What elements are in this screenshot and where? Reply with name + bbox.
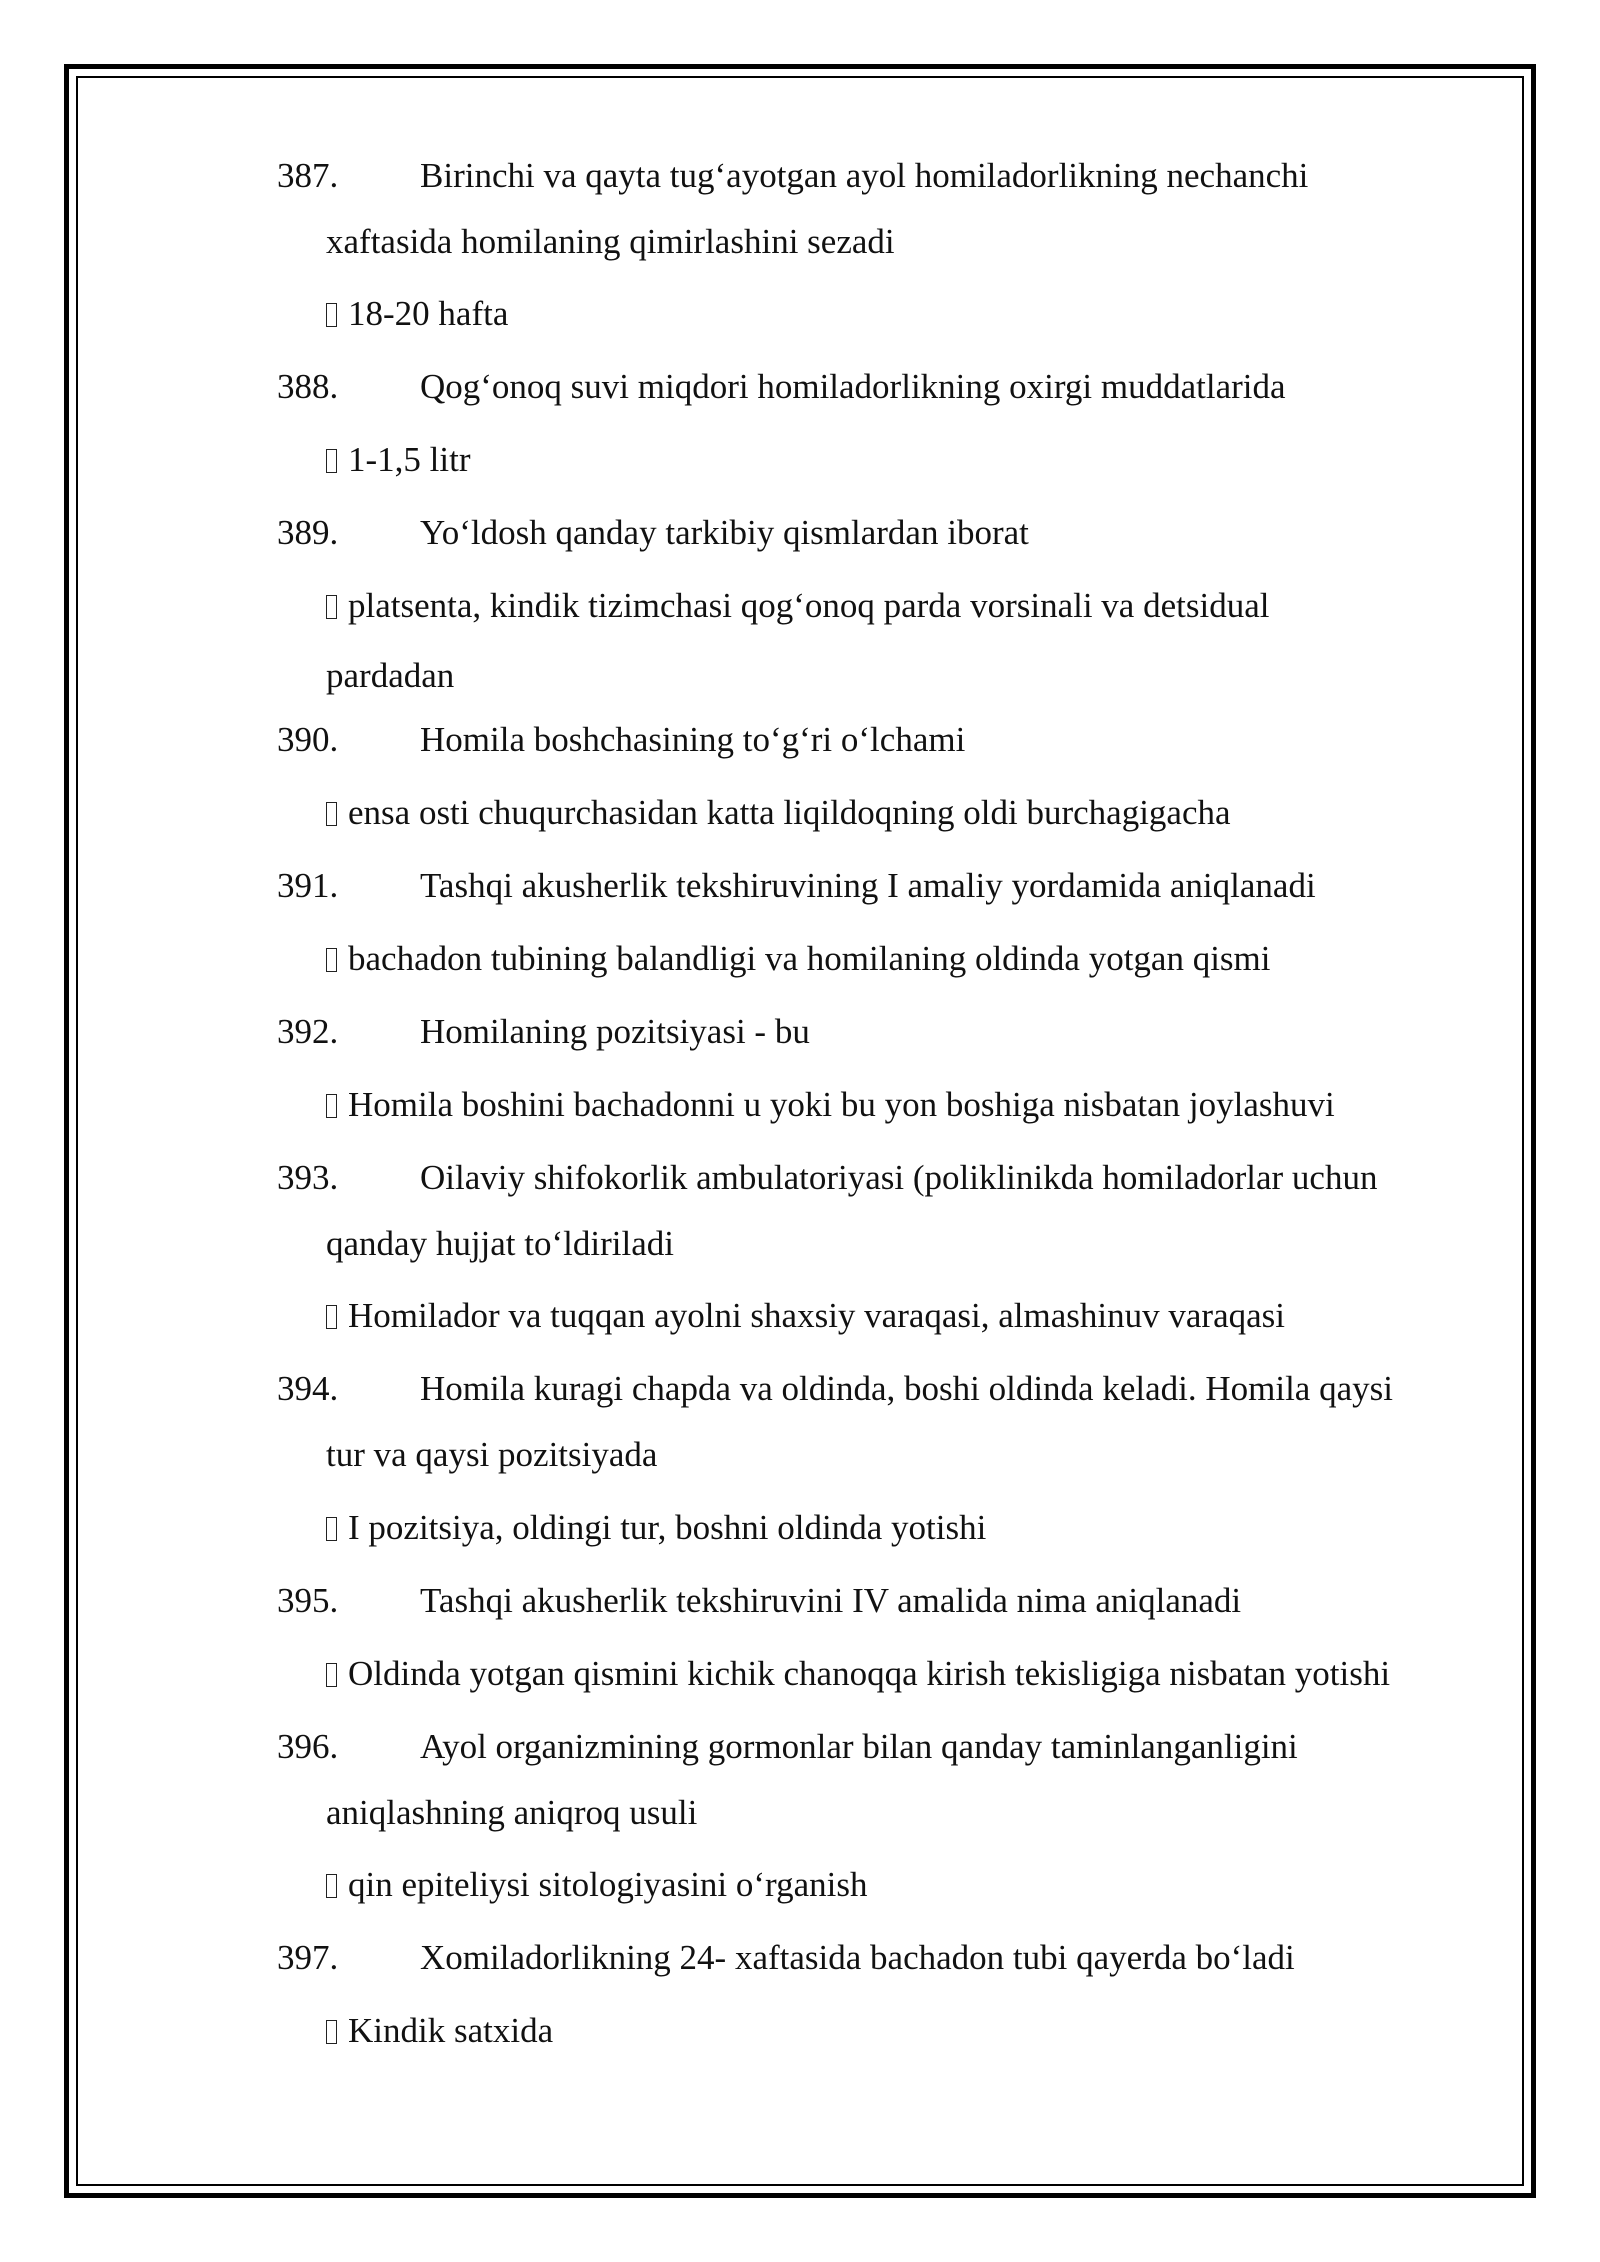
answer-text: 1-1,5 litr [348, 440, 471, 479]
checkbox-icon [326, 303, 337, 327]
question-number: 390. [277, 720, 339, 759]
question-number: 393. [277, 1158, 339, 1197]
answer-394 [326, 1494, 1506, 1562]
question-number: 394. [277, 1369, 339, 1408]
question-397 [277, 1925, 1497, 1991]
answer-396 [326, 1851, 1506, 1919]
checkbox-icon [326, 2020, 337, 2044]
question-text: Ayol organizmining gormonlar bilan qanday taminlanganligini [420, 1727, 1298, 1766]
question-number: 388. [277, 367, 339, 406]
answer-text: bachadon tubining balandligi va homilaning oldinda yotgan qismi [348, 939, 1271, 978]
answer-395 [326, 1640, 1506, 1708]
checkbox-icon [326, 449, 337, 473]
answer-391 [326, 925, 1506, 993]
answer-388 [326, 426, 1506, 494]
question-394 [277, 1356, 1497, 1488]
answer-text: qin epiteliysi sitologiyasini o‘rganish [348, 1865, 868, 1904]
answer-text-continued: pardadan [326, 656, 455, 695]
question-text: Homila kuragi chapda va oldinda, boshi oldinda keladi. Homila qaysi [420, 1369, 1393, 1408]
question-text: Tashqi akusherlik tekshiruvini IV amalida nima aniqlanadi [420, 1581, 1242, 1620]
question-text-continued: xaftasida homilaning qimirlashini sezadi [326, 222, 895, 261]
question-392 [277, 999, 1497, 1065]
answer-text: Kindik satxida [348, 2011, 554, 2050]
answer-389 [326, 572, 1506, 640]
answer-text: I pozitsiya, oldingi tur, boshni oldinda yotishi [348, 1508, 987, 1547]
answer-397 [326, 1997, 1506, 2065]
checkbox-icon [326, 1305, 337, 1329]
question-text: Yo‘ldosh qanday tarkibiy qismlardan iborat [420, 513, 1029, 552]
question-391 [277, 853, 1497, 919]
checkbox-icon [326, 595, 337, 619]
question-389 [277, 500, 1497, 566]
checkbox-icon [326, 1663, 337, 1687]
question-text: Birinchi va qayta tug‘ayotgan ayol homiladorlikning nechanchi [420, 156, 1309, 195]
question-number: 395. [277, 1581, 339, 1620]
question-text: Homilaning pozitsiyasi - bu [420, 1012, 810, 1051]
question-395 [277, 1568, 1497, 1634]
question-number: 391. [277, 866, 339, 905]
question-number: 397. [277, 1938, 339, 1977]
question-390 [277, 707, 1497, 773]
question-text: Tashqi akusherlik tekshiruvining I amaliy yordamida aniqlanadi [420, 866, 1316, 905]
answer-text: ensa osti chuqurchasidan katta liqildoqning oldi burchagigacha [348, 793, 1231, 832]
answer-387 [326, 280, 1506, 348]
answer-text: Oldinda yotgan qismini kichik chanoqqa kirish tekisligiga nisbatan yotishi [348, 1654, 1391, 1693]
question-text: Oilaviy shifokorlik ambulatoriyasi (poliklinikda homiladorlar uchun [420, 1158, 1378, 1197]
answer-389-continued [326, 642, 1506, 710]
question-396 [277, 1714, 1497, 1846]
question-text: Qog‘onoq suvi miqdori homiladorlikning oxirgi muddatlarida [420, 367, 1286, 406]
checkbox-icon [326, 1094, 337, 1118]
question-text: Homila boshchasining to‘g‘ri o‘lchami [420, 720, 966, 759]
question-text: Xomiladorlikning 24- xaftasida bachadon tubi qayerda bo‘ladi [420, 1938, 1295, 1977]
answer-text: platsenta, kindik tizimchasi qog‘onoq parda vorsinali va detsidual [348, 586, 1270, 625]
question-number: 389. [277, 513, 339, 552]
answer-text: Homila boshini bachadonni u yoki bu yon boshiga nisbatan joylashuvi [348, 1085, 1335, 1124]
question-387 [277, 143, 1497, 275]
answer-390 [326, 779, 1506, 847]
question-text-continued: aniqlashning aniqroq usuli [326, 1793, 698, 1832]
checkbox-icon [326, 1874, 337, 1898]
answer-text: 18-20 hafta [348, 294, 509, 333]
checkbox-icon [326, 948, 337, 972]
question-number: 392. [277, 1012, 339, 1051]
answer-text: Homilador va tuqqan ayolni shaxsiy varaqasi, almashinuv varaqasi [348, 1296, 1285, 1335]
checkbox-icon [326, 1517, 337, 1541]
question-number: 387. [277, 156, 339, 195]
question-393 [277, 1145, 1497, 1277]
question-388 [277, 354, 1497, 420]
checkbox-icon [326, 802, 337, 826]
answer-393 [326, 1282, 1506, 1350]
question-number: 396. [277, 1727, 339, 1766]
answer-392 [326, 1071, 1506, 1139]
question-text-continued: tur va qaysi pozitsiyada [326, 1435, 658, 1474]
question-text-continued: qanday hujjat to‘ldiriladi [326, 1224, 674, 1263]
